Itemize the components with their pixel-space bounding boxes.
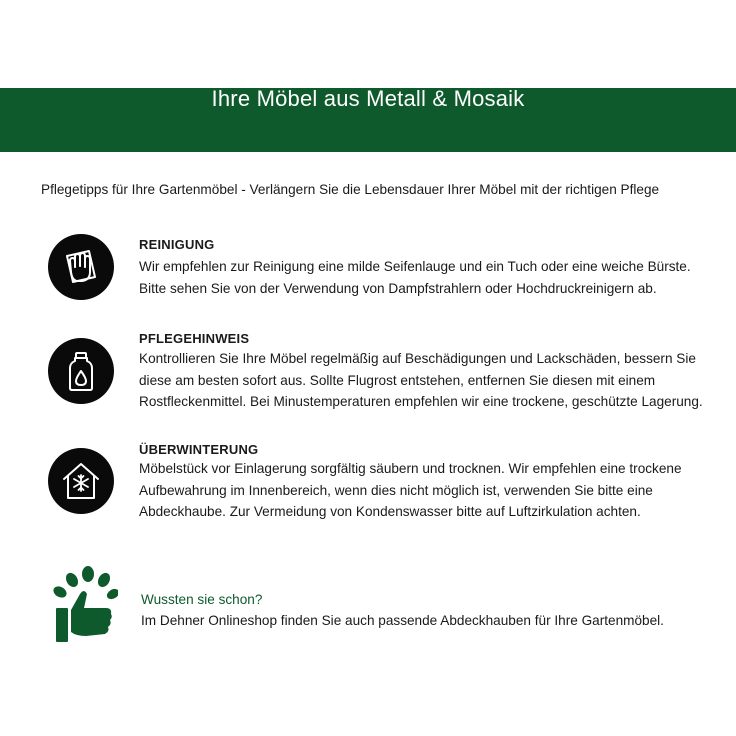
care-bottle-icon (48, 338, 114, 404)
thumbs-up-leaves-icon (48, 566, 118, 646)
section-line: Rostfleckenmittel. Bei Minustemperaturen empfehlen wir eine trockene, geschützte Lagerung. (139, 394, 703, 409)
section-title: REINIGUNG (139, 237, 215, 252)
section-body (139, 458, 729, 523)
tip-text: Im Dehner Onlineshop finden Sie auch passende Abdeckhauben für Ihre Gartenmöbel. (141, 613, 664, 628)
section-line: Abdeckhaube. Zur Vermeidung von Kondenswasser bitte auf Luftzirkulation achten. (139, 504, 641, 519)
section-body (139, 256, 729, 299)
house-snowflake-icon (48, 448, 114, 514)
tip-title: Wussten sie schon? (141, 592, 263, 607)
intro-text: Pflegetipps für Ihre Gartenmöbel - Verlängern Sie die Lebensdauer Ihrer Möbel mit der richtigen Pflege (41, 182, 660, 197)
section-title: ÜBERWINTERUNG (139, 442, 259, 457)
section-line: Wir empfehlen zur Reinigung eine milde Seifenlauge und ein Tuch oder eine weiche Bürste. (139, 259, 691, 274)
section-line: diese am besten sofort aus. Sollte Flugrost entstehen, entfernen Sie diesen mit einem (139, 372, 656, 388)
section-line: Aufbewahrung im Innenbereich, wenn dies nicht möglich ist, verwenden Sie bitte eine (139, 482, 653, 498)
section-line: Bitte sehen Sie von der Verwendung von Dampfstrahlern oder Hochdruckreinigern ab. (139, 280, 657, 296)
page-title: Ihre Möbel aus Metall & Mosaik (211, 86, 525, 111)
section-body (139, 348, 729, 413)
section-title: PFLEGEHINWEIS (139, 331, 250, 346)
section-line: Kontrollieren Sie Ihre Möbel regelmäßig auf Beschädigungen und Lackschäden, bessern Sie (139, 351, 696, 366)
cleaning-hand-icon (48, 234, 114, 300)
section-line: Möbelstück vor Einlagerung sorgfältig säubern und trocknen. Wir empfehlen eine trockene (139, 461, 682, 476)
